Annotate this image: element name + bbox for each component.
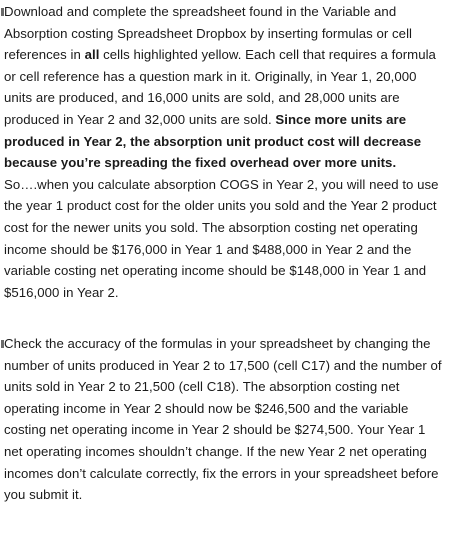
instruction-paragraph-1 bbox=[4, 1, 446, 303]
paragraph-1-bold-all: all bbox=[84, 47, 100, 63]
instruction-paragraph-2 bbox=[4, 333, 446, 506]
paragraph-2-text: Check the accuracy of the formulas in your spreadsheet by changing the number of units produced in Year 2 to 17,500 (cell C17) and the number of units sold in Year 2 to 21,500 (cell C18). The absorption costing net operating income in Year 2 should now be $246,500 and the variable costing net operating income in Year 2 should be $274,500. Your Year 1 net operating incomes shouldn’t change. If the new Year 2 net operating incomes don’t calculate correctly, fix the errors in your spreadsheet before you submit it. bbox=[4, 336, 442, 503]
paragraph-1-bold-note: Since more units are produced in Year 2, the absorption unit product cost will decrease because you’re spreading the fixed overhead over more units. bbox=[4, 111, 422, 171]
paragraph-1-text-a: Download and complete the spreadsheet found in the Variable and Absorption costing Spreadsheet Dropbox by inserting formulas or cell references in bbox=[4, 4, 413, 63]
list-bullet-marker bbox=[1, 8, 4, 16]
paragraph-1-text-c: So….when you calculate absorption COGS in Year 2, you will need to use the year 1 product cost for the older units you sold and the Year 2 product cost for the newer units you sold. The absorption costing net operating income should be $176,000 in Year 1 and $488,000 in Year 2 and the variable costing net operating income should be $148,000 in Year 1 and $516,000 in Year 2. bbox=[4, 176, 439, 300]
list-bullet-marker bbox=[1, 340, 4, 348]
paragraph-1-text-b: cells highlighted yellow. Each cell that requires a formula or cell reference has a question mark in it. Originally, in Year 1, 20,000 units are produced, and 16,000 units are sold, and 28,000 units are produced in Year 2 and 32,000 units are sold. bbox=[4, 47, 436, 127]
